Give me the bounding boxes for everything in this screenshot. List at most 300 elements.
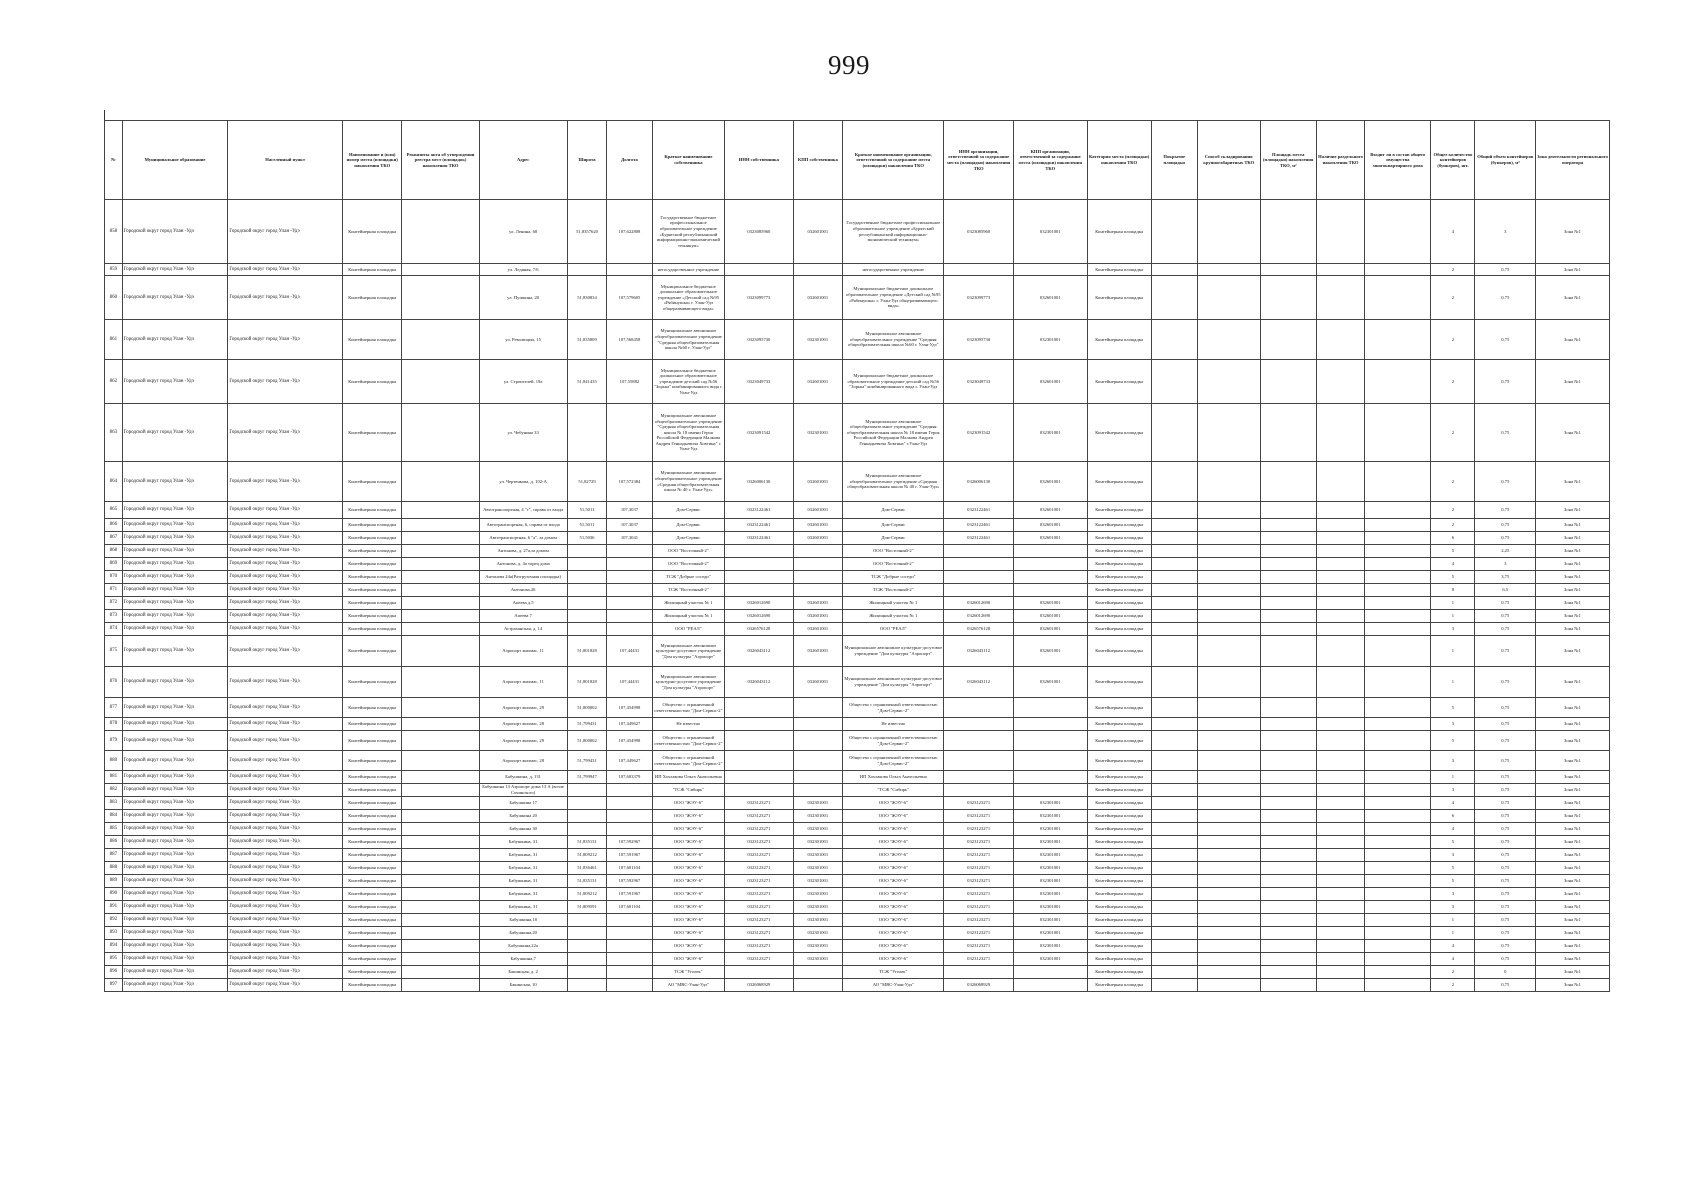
cell-lat xyxy=(567,264,607,276)
cell-empty xyxy=(1260,597,1316,610)
cell-kpp xyxy=(793,966,843,979)
cell-zone: Зона №1 xyxy=(1536,810,1610,823)
cell-lat xyxy=(567,979,607,992)
cell-org-kpp xyxy=(1013,751,1087,771)
cell-num: 867 xyxy=(105,532,123,545)
cell-num: 873 xyxy=(105,610,123,623)
cell-num: 887 xyxy=(105,849,123,862)
cell-org-kpp: 032301001 xyxy=(1013,810,1087,823)
table-row xyxy=(105,888,1610,901)
cell-zone: Зона №1 xyxy=(1536,836,1610,849)
cell-org: ООО "ЖЭУ-6" xyxy=(843,797,944,810)
cell-empty xyxy=(1260,610,1316,623)
cell-empty xyxy=(1316,404,1364,462)
cell-cat: Контейнерная площадка xyxy=(1087,264,1151,276)
cell-vol: 0,75 xyxy=(1475,823,1536,836)
cell-lat: 51,835131 xyxy=(567,836,607,849)
cell-zone: Зона №1 xyxy=(1536,532,1610,545)
cell-zone: Зона №1 xyxy=(1536,571,1610,584)
cell-org-inn: 0323123271 xyxy=(944,810,1013,823)
cell-owner: АО "МВС-Улан-Удэ" xyxy=(652,979,725,992)
cell-empty xyxy=(1316,875,1364,888)
cell-empty xyxy=(1316,731,1364,751)
cell-cnt: 3 xyxy=(1431,623,1475,636)
cell-org: ООО "ЖЭУ-6" xyxy=(843,849,944,862)
cell-name: Контейнерная площадка xyxy=(342,966,401,979)
cell-num: 893 xyxy=(105,927,123,940)
cell-cnt: 6 xyxy=(1431,532,1475,545)
cell-inn xyxy=(725,771,793,784)
cell-empty xyxy=(1260,849,1316,862)
cell-empty xyxy=(1365,731,1431,751)
cell-vol: 0,75 xyxy=(1475,836,1536,849)
cell-zone: Зона №1 xyxy=(1536,875,1610,888)
cell-org-inn xyxy=(944,584,1013,597)
cell-empty xyxy=(1316,462,1364,502)
table-row xyxy=(105,797,1610,810)
cell-owner: Не известно xyxy=(652,718,725,731)
cell-empty xyxy=(1151,914,1197,927)
cell-empty xyxy=(1151,404,1197,462)
cell-empty xyxy=(1151,545,1197,558)
cell-org-kpp: 032601001 xyxy=(1013,360,1087,404)
cell-empty xyxy=(1365,404,1431,462)
cell-kpp: 032601001 xyxy=(793,502,843,519)
cell-cat: Контейнерная площадка xyxy=(1087,698,1151,718)
cell-empty xyxy=(1151,953,1197,966)
cell-empty xyxy=(1260,462,1316,502)
cell-org: негосударственное учреждение xyxy=(843,264,944,276)
table-row xyxy=(105,953,1610,966)
cell-org: ООО "ЖЭУ-6" xyxy=(843,940,944,953)
cell-empty xyxy=(1260,966,1316,979)
cell-empty xyxy=(1197,462,1260,502)
cell-inn xyxy=(725,731,793,751)
cell-lon: 107,44431 xyxy=(607,667,652,698)
cell-kpp: 032601001 xyxy=(793,623,843,636)
cell-name: Контейнерная площадка xyxy=(342,360,401,404)
cell-name: Контейнерная площадка xyxy=(342,849,401,862)
cell-vol: 0,75 xyxy=(1475,623,1536,636)
cell-kpp: 032601001 xyxy=(793,462,843,502)
cell-org: Муниципальное автономное культурно-досуговое учреждение "Дом культуры "Аэропорт" xyxy=(843,667,944,698)
cell-num: 872 xyxy=(105,597,123,610)
cell-vol: 0,75 xyxy=(1475,875,1536,888)
cell-empty xyxy=(402,901,479,914)
cell-org-inn: 0323123271 xyxy=(944,927,1013,940)
cell-empty xyxy=(1151,784,1197,797)
cell-loc: Городской округ город Улан -Удэ xyxy=(228,698,343,718)
cell-org-kpp xyxy=(1013,545,1087,558)
cell-org-inn: 0323123271 xyxy=(944,940,1013,953)
cell-name: Контейнерная площадка xyxy=(342,320,401,360)
cell-org-kpp: 032601001 xyxy=(1013,532,1087,545)
column-header: Способ складирования крупногабаритных ТКО xyxy=(1197,121,1260,200)
cell-owner: Муниципальное бюджетное дошкольное образовательное учреждение «Детский сад №95 «Рябинушка» г. Улан-Удэ общеразвивающего вида» xyxy=(652,276,725,320)
cell-loc: Городской округ город Улан -Удэ xyxy=(228,927,343,940)
cell-cnt: 5 xyxy=(1431,571,1475,584)
cell-org-kpp: 032301001 xyxy=(1013,404,1087,462)
cell-kpp: 032301001 xyxy=(793,836,843,849)
cell-addr: Бабушкина, 31 xyxy=(479,862,567,875)
cell-org: ООО "ЖЭУ-6" xyxy=(843,914,944,927)
cell-addr: Бабушкина, д. 131 xyxy=(479,771,567,784)
cell-addr: Антонова, д. 4а торец дома xyxy=(479,558,567,571)
cell-inn: 0323123271 xyxy=(725,797,793,810)
cell-empty xyxy=(1316,502,1364,519)
cell-lon: 107,449627 xyxy=(607,751,652,771)
cell-empty xyxy=(1260,584,1316,597)
cell-empty xyxy=(1151,979,1197,992)
cell-lat xyxy=(567,558,607,571)
cell-org-inn xyxy=(944,545,1013,558)
cell-owner: Дом-Сервис xyxy=(652,519,725,532)
cell-cat: Контейнерная площадка xyxy=(1087,636,1151,667)
cell-inn xyxy=(725,545,793,558)
cell-loc: Городской округ город Улан -Удэ xyxy=(228,862,343,875)
cell-inn: 0323123271 xyxy=(725,901,793,914)
cell-inn: 0323123271 xyxy=(725,836,793,849)
table-row xyxy=(105,849,1610,862)
cell-empty xyxy=(1151,320,1197,360)
cell-empty xyxy=(1316,718,1364,731)
cell-org: Дом-Сервис xyxy=(843,519,944,532)
cell-empty xyxy=(1316,836,1364,849)
cell-vol: 0,75 xyxy=(1475,320,1536,360)
cell-addr: Бабушкина, 31 xyxy=(479,875,567,888)
cell-mun: Городской округ город Улан -Удэ xyxy=(122,979,228,992)
cell-empty xyxy=(402,571,479,584)
cell-empty xyxy=(402,888,479,901)
table-row xyxy=(105,558,1610,571)
cell-empty xyxy=(1365,966,1431,979)
cell-empty xyxy=(402,927,479,940)
cell-cnt: 1 xyxy=(1431,636,1475,667)
cell-empty xyxy=(1151,276,1197,320)
cell-empty xyxy=(1316,584,1364,597)
cell-owner: ООО "ЖЭУ-6" xyxy=(652,901,725,914)
cell-empty xyxy=(1365,698,1431,718)
cell-empty xyxy=(1316,862,1364,875)
cell-lon: 107,454998 xyxy=(607,731,652,751)
cell-empty xyxy=(1197,698,1260,718)
cell-mun: Городской округ город Улан -Удэ xyxy=(122,940,228,953)
cell-mun: Городской округ город Улан -Удэ xyxy=(122,849,228,862)
cell-empty xyxy=(1197,940,1260,953)
cell-lat xyxy=(567,597,607,610)
cell-empty xyxy=(1365,797,1431,810)
cell-cnt: 4 xyxy=(1431,200,1475,264)
cell-lat: 51,801828 xyxy=(567,636,607,667)
cell-lat xyxy=(567,623,607,636)
table-row xyxy=(105,610,1610,623)
table-row xyxy=(105,571,1610,584)
table-row xyxy=(105,623,1610,636)
cell-empty xyxy=(1316,901,1364,914)
cell-owner: ООО "ЖЭУ-6" xyxy=(652,810,725,823)
cell-name: Контейнерная площадка xyxy=(342,597,401,610)
cell-org-inn: 0326006130 xyxy=(944,462,1013,502)
cell-empty xyxy=(1316,276,1364,320)
cell-empty xyxy=(402,751,479,771)
cell-empty xyxy=(1260,571,1316,584)
table-body xyxy=(105,200,1610,992)
cell-loc: Городской округ город Улан -Удэ xyxy=(228,200,343,264)
cell-empty xyxy=(402,545,479,558)
cell-empty xyxy=(1365,718,1431,731)
cell-zone: Зона №1 xyxy=(1536,914,1610,927)
cell-loc: Городской округ город Улан -Удэ xyxy=(228,751,343,771)
cell-empty xyxy=(1365,836,1431,849)
cell-kpp xyxy=(793,784,843,797)
cell-lon: 107,568458 xyxy=(607,320,652,360)
cell-cat: Контейнерная площадка xyxy=(1087,836,1151,849)
cell-empty xyxy=(1260,200,1316,264)
cell-empty xyxy=(1316,667,1364,698)
cell-empty xyxy=(1260,698,1316,718)
header-row xyxy=(105,121,1610,200)
cell-mun: Городской округ город Улан -Удэ xyxy=(122,200,228,264)
column-header: Покрытие площадки xyxy=(1151,121,1197,200)
cell-empty xyxy=(402,875,479,888)
cell-lon: 107,591967 xyxy=(607,849,652,862)
cell-empty xyxy=(1260,927,1316,940)
cell-empty xyxy=(1197,836,1260,849)
cell-kpp: 032301001 xyxy=(793,862,843,875)
cell-num: 859 xyxy=(105,264,123,276)
cell-loc: Городской округ город Улан -Удэ xyxy=(228,519,343,532)
cell-name: Контейнерная площадка xyxy=(342,519,401,532)
cell-loc: Городской округ город Улан -Удэ xyxy=(228,545,343,558)
cell-addr: Бабушкина 13 Аэропорт дома 13 А (возле Сочинского) xyxy=(479,784,567,797)
cell-lat: 51,800002 xyxy=(567,698,607,718)
cell-addr: ул. Чертенкова, д. 102-А xyxy=(479,462,567,502)
cell-cat: Контейнерная площадка xyxy=(1087,200,1151,264)
cell-cnt: 5 xyxy=(1431,836,1475,849)
cell-empty xyxy=(402,610,479,623)
column-header: КПП собственника xyxy=(793,121,843,200)
cell-org-inn: 0326068929 xyxy=(944,979,1013,992)
cell-org-inn: 0323085960 xyxy=(944,200,1013,264)
cell-org-inn: 0326043112 xyxy=(944,636,1013,667)
cell-org-inn xyxy=(944,264,1013,276)
cell-owner: Общество с ограниченной ответственностью "Дом-Сервис-2" xyxy=(652,731,725,751)
cell-empty xyxy=(402,797,479,810)
cell-loc: Городской округ город Улан -Удэ xyxy=(228,914,343,927)
cell-empty xyxy=(1197,636,1260,667)
cell-lat: 51,836461 xyxy=(567,862,607,875)
cell-addr: Бабушкина,22а xyxy=(479,940,567,953)
cell-num: 880 xyxy=(105,751,123,771)
cell-org-kpp xyxy=(1013,784,1087,797)
cell-cnt: 2 xyxy=(1431,979,1475,992)
cell-lat: 51,799431 xyxy=(567,718,607,731)
cell-org: ООО "Восточный-2" xyxy=(843,545,944,558)
cell-org-inn: 0323122461 xyxy=(944,532,1013,545)
column-header: Адрес xyxy=(479,121,567,200)
cell-empty xyxy=(1197,888,1260,901)
cell-kpp xyxy=(793,264,843,276)
cell-cnt: 3 xyxy=(1431,751,1475,771)
cell-cnt: 1 xyxy=(1431,667,1475,698)
cell-cat: Контейнерная площадка xyxy=(1087,751,1151,771)
cell-cat: Контейнерная площадка xyxy=(1087,940,1151,953)
cell-lon: 107,591967 xyxy=(607,888,652,901)
cell-org: ООО "Восточный-2" xyxy=(843,558,944,571)
cell-empty xyxy=(1151,360,1197,404)
cell-addr: ул. Ледяная, 7/6 xyxy=(479,264,567,276)
cell-empty xyxy=(1316,597,1364,610)
cell-org-kpp: 032601001 xyxy=(1013,519,1087,532)
cell-org: Общество с ограниченной ответственностью "Дом-Сервис-2" xyxy=(843,751,944,771)
cell-name: Контейнерная площадка xyxy=(342,532,401,545)
cell-lat: 51,8357620 xyxy=(567,200,607,264)
cell-owner: Муниципальное автономное культурно-досуговое учреждение "Дом культуры "Аэропорт" xyxy=(652,667,725,698)
cell-addr: Бабушкина,20 xyxy=(479,927,567,940)
cell-lon xyxy=(607,597,652,610)
cell-vol: 0,75 xyxy=(1475,731,1536,751)
cell-empty xyxy=(1151,875,1197,888)
table-row xyxy=(105,979,1610,992)
column-header: Площадь места (площадки) накопления ТКО, м² xyxy=(1260,121,1316,200)
cell-org-inn xyxy=(944,571,1013,584)
cell-loc: Городской округ город Улан -Удэ xyxy=(228,404,343,462)
cell-zone: Зона №1 xyxy=(1536,320,1610,360)
cell-org-kpp: 032601001 xyxy=(1013,667,1087,698)
cell-org-kpp: 032601001 xyxy=(1013,276,1087,320)
cell-inn xyxy=(725,698,793,718)
cell-empty xyxy=(1365,532,1431,545)
cell-kpp xyxy=(793,751,843,771)
cell-mun: Городской округ город Улан -Удэ xyxy=(122,718,228,731)
cell-empty xyxy=(402,823,479,836)
cell-lon xyxy=(607,823,652,836)
cell-empty xyxy=(1197,545,1260,558)
cell-empty xyxy=(1365,571,1431,584)
cell-name: Контейнерная площадка xyxy=(342,862,401,875)
cell-cat: Контейнерная площадка xyxy=(1087,966,1151,979)
cell-mun: Городской округ город Улан -Удэ xyxy=(122,623,228,636)
cell-addr: Аэропорт жилмас, 28 xyxy=(479,751,567,771)
cell-org-inn xyxy=(944,784,1013,797)
cell-empty xyxy=(1197,558,1260,571)
cell-vol: 2,25 xyxy=(1475,545,1536,558)
cell-zone: Зона №1 xyxy=(1536,502,1610,519)
cell-cat: Контейнерная площадка xyxy=(1087,862,1151,875)
cell-org: Дом-Сервис xyxy=(843,532,944,545)
column-header: Входит ли в состав общего имущества многоквартирного дома xyxy=(1365,121,1431,200)
cell-addr: Астраханская, д. 14 xyxy=(479,623,567,636)
cell-cat: Контейнерная площадка xyxy=(1087,901,1151,914)
cell-loc: Городской округ город Улан -Удэ xyxy=(228,784,343,797)
cell-name: Контейнерная площадка xyxy=(342,584,401,597)
cell-loc: Городской округ город Улан -Удэ xyxy=(228,532,343,545)
cell-loc: Городской округ город Улан -Удэ xyxy=(228,875,343,888)
cell-lat xyxy=(567,823,607,836)
cell-empty xyxy=(1365,519,1431,532)
cell-kpp: 032301001 xyxy=(793,849,843,862)
cell-empty xyxy=(1151,940,1197,953)
cell-empty xyxy=(1151,519,1197,532)
cell-addr: Антонова 24а(Разгрузочная площадка) xyxy=(479,571,567,584)
cell-org: Муниципальное автономное общеобразовательное учреждение "Средняя общеобразовательная школа № 18 имени Героя Российской Федерации Малкова Андрея Геннадьевича Ховгина" г.Улан-Удэ xyxy=(843,404,944,462)
cell-vol: 6,5 xyxy=(1475,584,1536,597)
column-header: Краткое наименование собственника xyxy=(652,121,725,200)
cell-org-inn: 0323123271 xyxy=(944,836,1013,849)
column-header: Широта xyxy=(567,121,607,200)
table-row xyxy=(105,810,1610,823)
cell-cnt: 8 xyxy=(1431,584,1475,597)
cell-inn xyxy=(725,584,793,597)
cell-org: "ТСЖ "Сибирь" xyxy=(843,784,944,797)
cell-mun: Городской округ город Улан -Удэ xyxy=(122,532,228,545)
cell-addr: Бабушкина, 31 xyxy=(479,849,567,862)
cell-inn xyxy=(725,264,793,276)
cell-empty xyxy=(1197,731,1260,751)
cell-empty xyxy=(402,404,479,462)
cell-empty xyxy=(1197,966,1260,979)
cell-org: Муниципальное бюджетное дошкольное образовательное учреждение «Детский сад №95 «Рябинушка» г. Улан-Удэ общеразвивающего вида» xyxy=(843,276,944,320)
cell-num: 864 xyxy=(105,462,123,502)
cell-empty xyxy=(1365,953,1431,966)
cell-owner: "ТСЖ "Сибирь" xyxy=(652,784,725,797)
cell-org-inn: 0323122461 xyxy=(944,519,1013,532)
cell-inn: 0326006130 xyxy=(725,462,793,502)
cell-org-kpp: 032601001 xyxy=(1013,502,1087,519)
cell-empty xyxy=(402,584,479,597)
cell-org: ООО "ЖЭУ-6" xyxy=(843,888,944,901)
cell-org: ИП Хохлакова Ольга Анатольевна xyxy=(843,771,944,784)
cell-empty xyxy=(1365,810,1431,823)
cell-vol: 0,75 xyxy=(1475,914,1536,927)
cell-empty xyxy=(1197,810,1260,823)
table-row xyxy=(105,360,1610,404)
cell-empty xyxy=(1316,888,1364,901)
cell-vol: 0,75 xyxy=(1475,888,1536,901)
cell-lon xyxy=(607,623,652,636)
cell-cat: Контейнерная площадка xyxy=(1087,888,1151,901)
cell-num: 876 xyxy=(105,667,123,698)
cell-loc: Городской округ город Улан -Удэ xyxy=(228,810,343,823)
cell-empty xyxy=(1316,927,1364,940)
table-row xyxy=(105,264,1610,276)
cell-kpp xyxy=(793,558,843,571)
cell-inn xyxy=(725,558,793,571)
cell-lat: 51,5036 xyxy=(567,532,607,545)
cell-num: 874 xyxy=(105,623,123,636)
cell-vol: 0,75 xyxy=(1475,927,1536,940)
cell-loc: Городской округ город Улан -Удэ xyxy=(228,953,343,966)
table-row xyxy=(105,862,1610,875)
cell-vol: 0,75 xyxy=(1475,519,1536,532)
cell-mun: Городской округ город Улан -Удэ xyxy=(122,927,228,940)
cell-empty xyxy=(1365,502,1431,519)
cell-cnt: 5 xyxy=(1431,698,1475,718)
cell-mun: Городской округ город Улан -Удэ xyxy=(122,264,228,276)
cell-addr: Бабушкина,18 xyxy=(479,914,567,927)
cell-empty xyxy=(402,558,479,571)
cell-vol: 0,75 xyxy=(1475,404,1536,462)
cell-kpp: 032601001 xyxy=(793,667,843,698)
cell-org-kpp: 032601001 xyxy=(1013,610,1087,623)
cell-org-kpp xyxy=(1013,771,1087,784)
cell-empty xyxy=(402,940,479,953)
cell-empty xyxy=(1365,610,1431,623)
cell-lon: 107,592967 xyxy=(607,875,652,888)
cell-loc: Городской округ город Улан -Удэ xyxy=(228,979,343,992)
cell-cnt: 1 xyxy=(1431,597,1475,610)
column-header: Реквизиты акта об утверждении реестра мест (площадок) накопления ТКО xyxy=(402,121,479,200)
